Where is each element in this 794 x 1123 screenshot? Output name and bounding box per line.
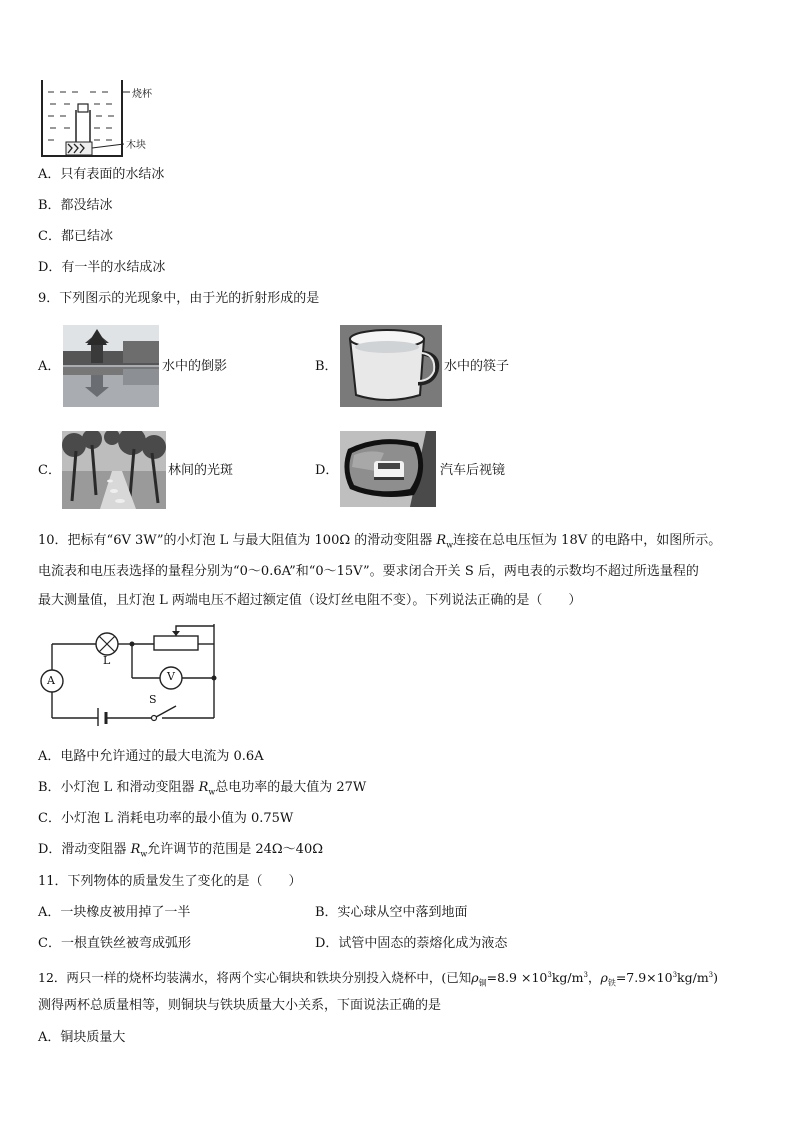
q11-option-b: B．实心球从空中落到地面	[315, 905, 468, 920]
q12-stem-line2: 测得两杯总质量相等，则铜块与铁块质量大小关系，下面说法正确的是	[38, 998, 442, 1013]
q11-option-a: A．一块橡皮被用掉了一半	[38, 905, 191, 920]
block-label: 木块	[126, 140, 146, 151]
q11-stem: 11．下列物体的质量发生了变化的是（ ）	[38, 874, 302, 889]
q8-option-b: B．都没结冰	[38, 198, 113, 213]
q9-option-a-letter: A．	[38, 359, 61, 374]
q9-option-c-letter: C．	[38, 463, 61, 478]
pagoda-reflection-photo	[63, 325, 159, 407]
q10-stem-line1: 10．把标有“6V 3W”的小灯泡 L 与最大阻值为 100Ω 的滑动变阻器 $R_w$连接在总电压恒为 18V 的电路中，如图所示。	[38, 533, 722, 550]
car-mirror-photo	[340, 431, 436, 507]
q9-stem: 9．下列图示的光现象中，由于光的折射形成的是	[38, 291, 320, 306]
q9-option-d-letter: D．	[315, 463, 339, 478]
beaker-label: 烧杯	[132, 89, 152, 100]
q8-option-d: D．有一半的水结成冰	[38, 260, 166, 275]
forest-light-spots-photo	[62, 431, 166, 509]
q9-option-b-caption: 水中的筷子	[444, 359, 510, 374]
q10-option-b: B．小灯泡 L 和滑动变阻器 $R_w$总电功率的最大值为 27W	[38, 780, 367, 797]
q9-option-a-caption: 水中的倒影	[162, 359, 228, 374]
chopsticks-in-cup-photo	[340, 325, 442, 407]
q12-option-a: A．铜块质量大	[38, 1030, 126, 1045]
q8-option-a: A．只有表面的水结冰	[38, 167, 165, 182]
switch-label: S	[149, 693, 157, 706]
q11-option-d: D．试管中固态的萘熔化成为液态	[315, 936, 508, 951]
q10-stem-line3: 最大测量值，且灯泡 L 两端电压不超过额定值（设灯丝电阻不变）。下列说法正确的是（ ）	[38, 593, 582, 608]
rheostat-symbol: R	[436, 533, 447, 548]
lamp-label: L	[103, 654, 111, 667]
q11-option-c: C．一根直铁丝被弯成弧形	[38, 936, 191, 951]
q10-option-a: A．电路中允许通过的最大电流为 0.6A	[38, 749, 264, 764]
q9-option-b-letter: B．	[315, 359, 338, 374]
q8-option-c: C．都已结冰	[38, 229, 113, 244]
q12-stem-line1: 12．两只一样的烧杯均装满水，将两个实心铜块和铁块分别投入烧杯中，(已知$\rho_铜=8.9 \times 10^3kg/m^3$，$\rho_铁=7.9\times 10^3kg/m^3$)	[38, 970, 719, 988]
q9-option-c-caption: 林间的光斑	[168, 463, 234, 478]
circuit-diagram	[36, 620, 222, 726]
q10-option-c: C．小灯泡 L 消耗电功率的最小值为 0.75W	[38, 811, 294, 826]
voltmeter-label: V	[167, 670, 175, 683]
q10-stem-line2: 电流表和电压表选择的量程分别为“0～0.6A”和“0～15V”。要求闭合开关 S 后，两电表的示数均不超过所选量程的	[38, 564, 699, 579]
ammeter-label: A	[47, 674, 55, 687]
q10-option-d: D．滑动变阻器 $R_w$允许调节的范围是 24Ω～40Ω	[38, 842, 323, 859]
q9-option-d-caption: 汽车后视镜	[440, 463, 506, 478]
